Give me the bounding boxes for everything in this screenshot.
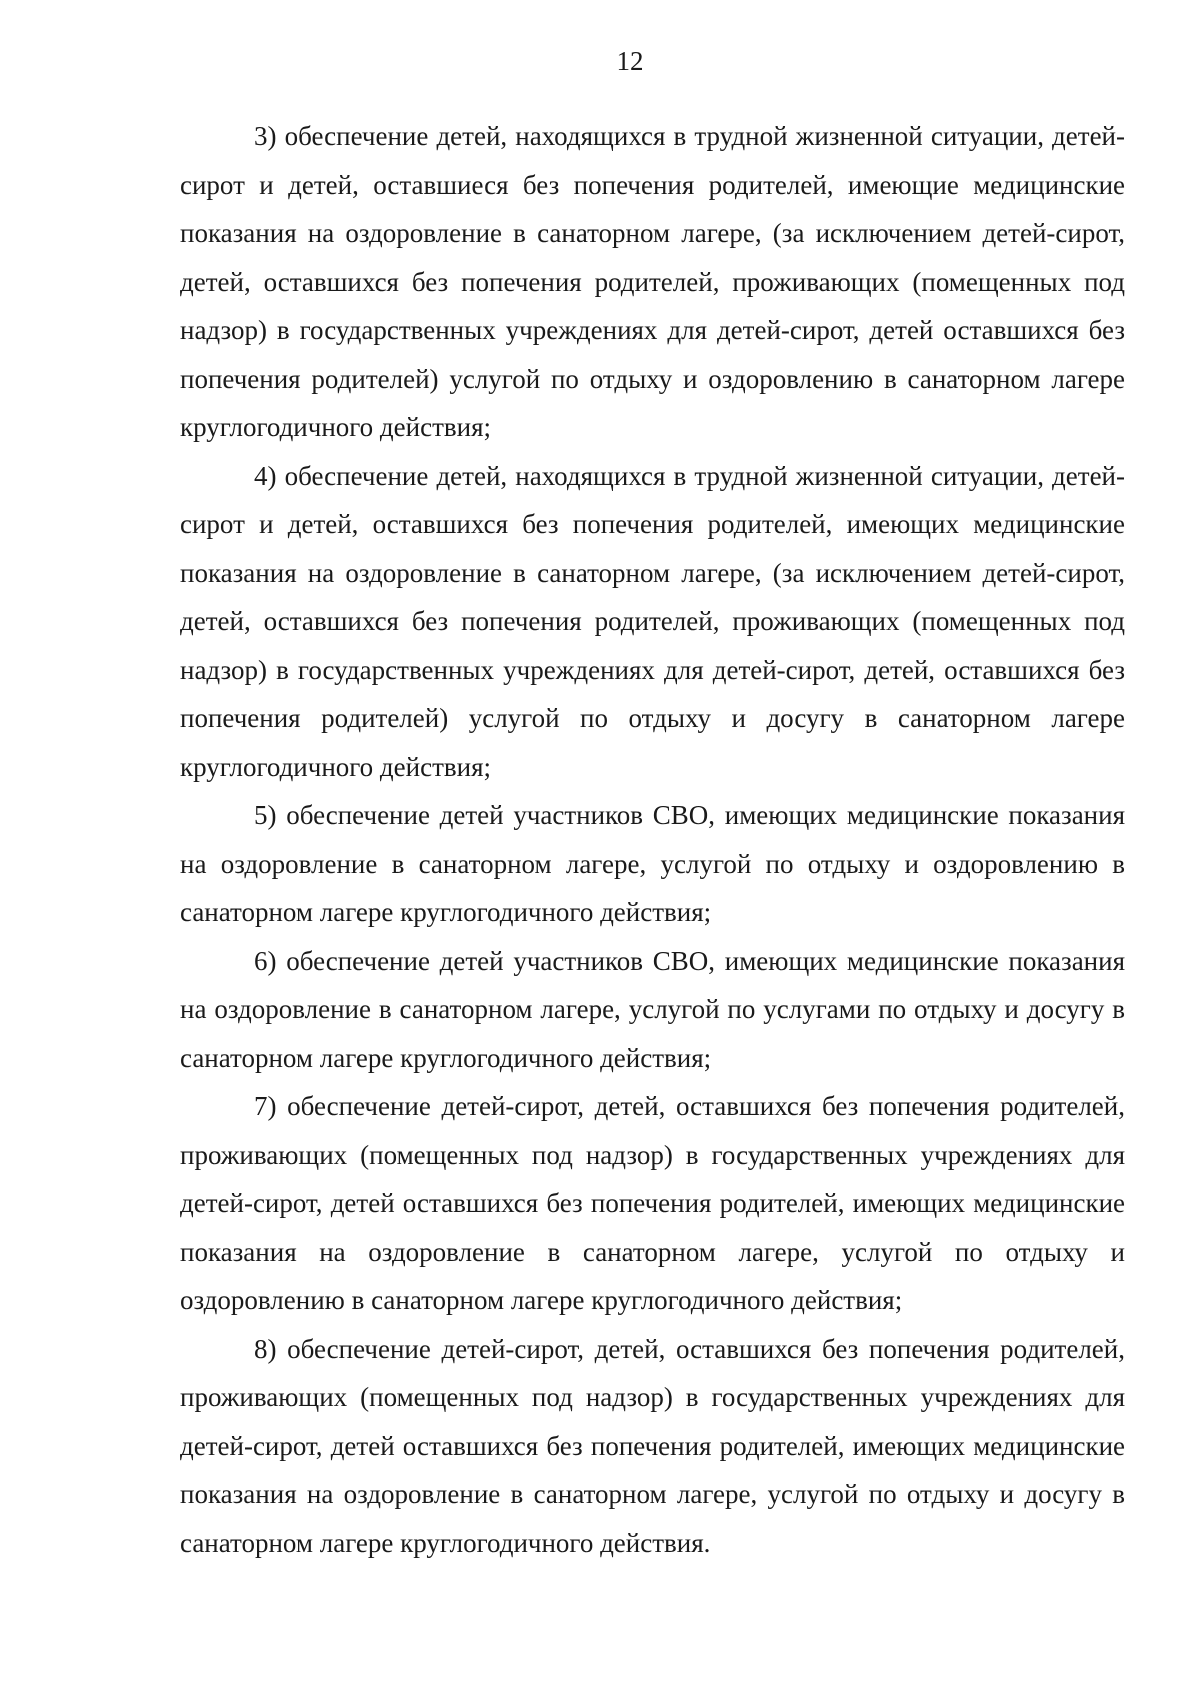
paragraph-item-4: 4) обеспечение детей, находящихся в трудной жизненной ситуации, детей-сирот и детей, оставшихся без попечения родителей, имеющих медицинские показания на оздоровление в санаторном лагере, (за исключением детей-сирот, детей, оставшихся без попечения родителей, проживающих (помещенных под надзор) в государственных учреждениях для детей-сирот, детей, оставшихся без попечения родителей) услугой по отдыху и досугу в санаторном лагере круглогодичного действия; [180,460,1125,782]
document-body [180,112,1125,1567]
paragraph-item-8: 8) обеспечение детей-сирот, детей, оставшихся без попечения родителей, проживающих (помещенных под надзор) в государственных учреждениях для детей-сирот, детей оставшихся без попечения родителей, имеющих медицинские показания на оздоровление в санаторном лагере, услугой по отдыху и досугу в санаторном лагере круглогодичного действия. [180,1333,1125,1558]
paragraph-item-3: 3) обеспечение детей, находящихся в трудной жизненной ситуации, детей-сирот и детей, оставшиеся без попечения родителей, имеющие медицинские показания на оздоровление в санаторном лагере, (за исключением детей-сирот, детей, оставшихся без попечения родителей, проживающих (помещенных под надзор) в государственных учреждениях для детей-сирот, детей оставшихся без попечения родителей) услугой по отдыху и оздоровлению в санаторном лагере круглогодичного действия; [180,121,1125,442]
paragraph-item-5: 5) обеспечение детей участников СВО, имеющих медицинские показания на оздоровление в санаторном лагере, услугой по отдыху и оздоровлению в санаторном лагере круглогодичного действия; [180,800,1125,927]
page-number: 12 [616,46,644,76]
paragraph-item-7: 7) обеспечение детей-сирот, детей, оставшихся без попечения родителей, проживающих (помещенных под надзор) в государственных учреждениях для детей-сирот, детей оставшихся без попечения родителей, имеющих медицинские показания на оздоровление в санаторном лагере, услугой по отдыху и оздоровлению в санаторном лагере круглогодичного действия; [180,1091,1125,1315]
paragraph-item-6: 6) обеспечение детей участников СВО, имеющих медицинские показания на оздоровление в санаторном лагере, услугой по услугами по отдыху и досугу в санаторном лагере круглогодичного действия; [180,945,1125,1073]
